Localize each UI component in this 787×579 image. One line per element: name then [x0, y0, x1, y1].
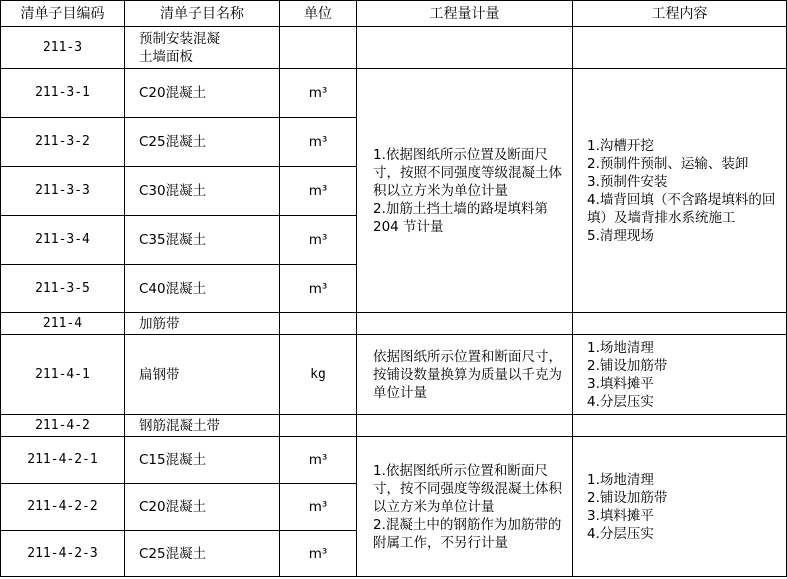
table-row — [1, 335, 787, 415]
table-row — [1, 415, 787, 437]
content-cell-empty — [573, 415, 787, 437]
item-unit: m³ — [280, 531, 357, 577]
item-unit: m³ — [280, 118, 357, 167]
measure-cell-empty — [357, 27, 573, 69]
item-name: C20混凝土 — [125, 69, 280, 118]
header-row — [1, 1, 787, 27]
table-row — [1, 437, 787, 484]
measure-cell-empty — [357, 415, 573, 437]
content-text-group-1: 1.沟槽开挖 2.预制件预制、运输、装卸 3.预制件安装 4.墙背回填（不含路堤填料的回填）及墙背排水系统施工 5.清理现场 — [573, 69, 787, 313]
item-unit: m³ — [280, 216, 357, 265]
item-code: 211-4-2-2 — [1, 484, 125, 531]
item-unit: m³ — [280, 484, 357, 531]
item-code: 211-3-1 — [1, 69, 125, 118]
content-cell-empty — [573, 27, 787, 69]
item-code: 211-3-4 — [1, 216, 125, 265]
content-text-group-2: 1.场地清理 2.铺设加筋带 3.填料摊平 4.分层压实 — [573, 335, 787, 415]
item-name: 预制安装混凝土墙面板 — [125, 27, 280, 69]
item-unit: m³ — [280, 265, 357, 313]
item-code: 211-3-2 — [1, 118, 125, 167]
measure-text-group-2: 依据图纸所示位置和断面尺寸，按铺设数量换算为质量以千克为单位计量 — [357, 335, 573, 415]
item-unit: kg — [280, 335, 357, 415]
item-code: 211-3-5 — [1, 265, 125, 313]
measure-cell-empty — [357, 313, 573, 335]
content-cell-empty — [573, 313, 787, 335]
measure-text-group-3: 1.依据图纸所示位置和断面尺寸，按不同强度等级混凝土体积以立方米为单位计量 2.混凝土中的钢筋作为加筋带的附属工作，不另行计量 — [357, 437, 573, 577]
item-unit: m³ — [280, 167, 357, 216]
item-name: 扁钢带 — [125, 335, 280, 415]
item-code: 211-4-2-3 — [1, 531, 125, 577]
item-name: 钢筋混凝土带 — [125, 415, 280, 437]
item-unit — [280, 313, 357, 335]
item-unit — [280, 415, 357, 437]
item-name: C30混凝土 — [125, 167, 280, 216]
item-code: 211-4-2 — [1, 415, 125, 437]
table-row — [1, 69, 787, 118]
item-code: 211-3-3 — [1, 167, 125, 216]
header-content: 工程内容 — [573, 1, 787, 27]
item-unit: m³ — [280, 69, 357, 118]
item-unit — [280, 27, 357, 69]
header-name: 清单子目名称 — [125, 1, 280, 27]
item-code: 211-4-1 — [1, 335, 125, 415]
item-code: 211-3 — [1, 27, 125, 69]
header-unit: 单位 — [280, 1, 357, 27]
measure-text-group-1: 1.依据图纸所示位置及断面尺寸，按照不同强度等级混凝土体积以立方米为单位计量 2.加筋土挡土墙的路堤填料第204 节计量 — [357, 69, 573, 313]
item-name: C35混凝土 — [125, 216, 280, 265]
item-unit: m³ — [280, 437, 357, 484]
header-code: 清单子目编码 — [1, 1, 125, 27]
header-measure: 工程量计量 — [357, 1, 573, 27]
item-name: C40混凝土 — [125, 265, 280, 313]
item-name: C25混凝土 — [125, 531, 280, 577]
item-code: 211-4 — [1, 313, 125, 335]
item-name: C25混凝土 — [125, 118, 280, 167]
item-name: 加筋带 — [125, 313, 280, 335]
table-row — [1, 27, 787, 69]
item-name: C20混凝土 — [125, 484, 280, 531]
table-row — [1, 313, 787, 335]
item-name: C15混凝土 — [125, 437, 280, 484]
content-text-group-3: 1.场地清理 2.铺设加筋带 3.填料摊平 4.分层压实 — [573, 437, 787, 577]
item-code: 211-4-2-1 — [1, 437, 125, 484]
